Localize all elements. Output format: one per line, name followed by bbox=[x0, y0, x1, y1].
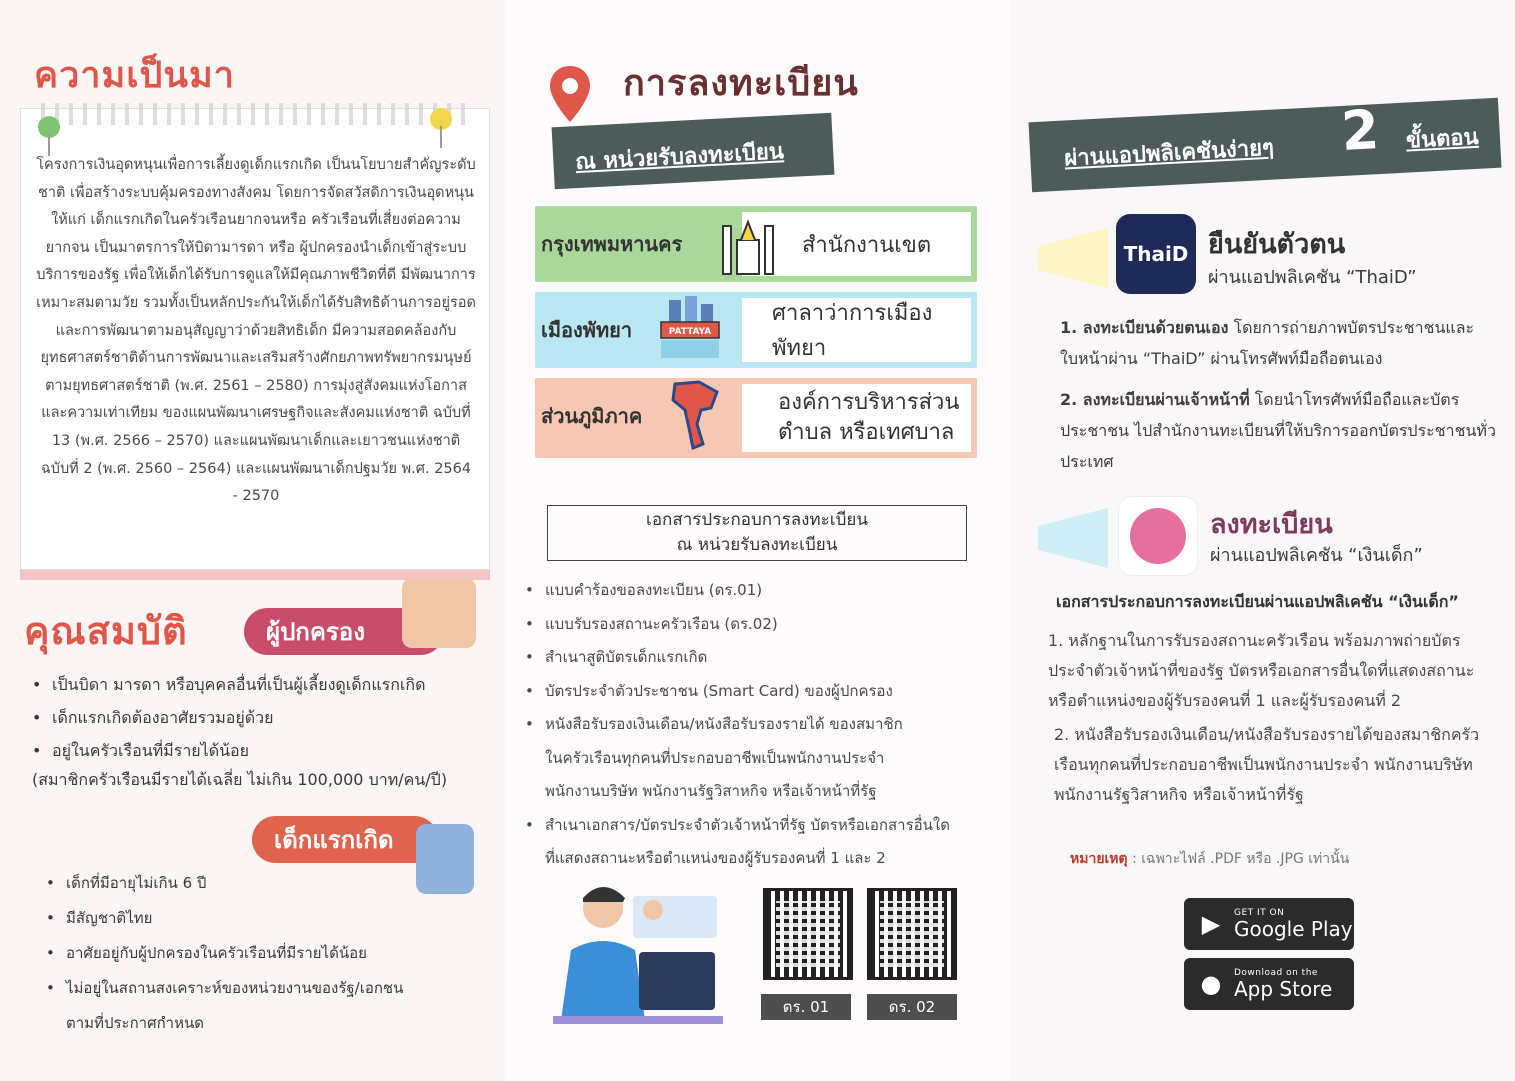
list-item: • บัตรประจำตัวประชาชน (Smart Card) ของผู้ปกครอง bbox=[523, 675, 1003, 709]
registration-title: การลงทะเบียน bbox=[623, 63, 859, 104]
pattaya-sign-icon bbox=[659, 292, 721, 364]
app-store-small-text: Download on the bbox=[1234, 968, 1318, 978]
list-item: • สำเนาเอกสาร/บัตรประจำตัวเจ้าหน้าที่รัฐ บัตรหรือเอกสารอื่นใด bbox=[523, 809, 1003, 843]
parent-label: ผู้ปกครอง bbox=[244, 608, 444, 655]
documents-heading-line-1: เอกสารประกอบการลงทะเบียน bbox=[646, 510, 868, 530]
office-label: ศาลาว่าการเมืองพัทยา bbox=[740, 296, 973, 364]
dr01-qr-label: ดร. 01 bbox=[761, 994, 851, 1020]
verify-identity-title: ยืนยันตัวตน bbox=[1208, 229, 1346, 260]
list-item: • อาศัยอยู่กับผู้ปกครองในครัวเรือนที่มีรายได้น้อย bbox=[44, 936, 484, 971]
parent-requirements-list bbox=[30, 668, 490, 767]
step-2 bbox=[1060, 384, 1500, 477]
app-documents-list bbox=[1048, 626, 1500, 810]
two-steps-ribbon bbox=[1028, 98, 1501, 193]
history-qualifications-panel bbox=[0, 0, 505, 1081]
app-documents-title: เอกสารประกอบการลงทะเบียนผ่านแอปพลิเคชัน “เงินเด็ก” bbox=[1056, 592, 1459, 611]
google-play-icon: ▶ bbox=[1201, 910, 1221, 938]
verify-steps bbox=[1060, 312, 1500, 487]
ribbon-number: 2 bbox=[1339, 98, 1381, 163]
verify-identity-subtitle: ผ่านแอปพลิเคชัน “ThaiD” bbox=[1208, 267, 1417, 288]
thailand-map-icon bbox=[665, 378, 727, 450]
parents-illustration-icon bbox=[402, 578, 476, 648]
ngin-dek-app-icon[interactable] bbox=[1118, 496, 1198, 576]
newborn-label: เด็กแรกเกิด bbox=[252, 816, 438, 863]
democracy-monument-icon bbox=[717, 206, 779, 278]
list-item: • แบบคำร้องขอลงทะเบียน (ดร.01) bbox=[523, 574, 1003, 608]
list-item: • ไม่อยู่ในสถานสงเคราะห์ของหน่วยงานของรัฐ/เอกชน bbox=[44, 971, 484, 1006]
step-1-text: โดยการถ่ายภาพบัตรประชาชนและใบหน้าผ่าน “ThaiD” ผ่านโทรศัพท์มือถือตนเอง bbox=[1060, 318, 1475, 368]
list-item: • แบบรับรองสถานะครัวเรือน (ดร.02) bbox=[523, 608, 1003, 642]
registration-unit-ribbon: ณ หน่วยรับลงทะเบียน bbox=[552, 113, 835, 190]
office-worker-illustration-icon bbox=[553, 880, 723, 1026]
list-item-continuation: พนักงานบริษัท พนักงานรัฐวิสาหกิจ หรือเจ้าหน้าที่รัฐ bbox=[545, 782, 877, 800]
ribbon-text: ผ่านแอปพลิเคชันง่ายๆ bbox=[1063, 135, 1275, 172]
list-item-continuation: ในครัวเรือนทุกคนที่ประกอบอาชีพเป็นพนักงานประจำ bbox=[545, 748, 885, 767]
note-text: : เฉพาะไฟล์ .PDF หรือ .JPG เท่านั้น bbox=[1127, 851, 1350, 867]
notepad-rings bbox=[41, 103, 469, 125]
location-pin-icon bbox=[547, 64, 593, 124]
list-item-continuation: ที่แสดงสถานะหรือตำแหน่งของผู้รับรองคนที่ 1 และ 2 bbox=[545, 849, 886, 867]
documents-heading-line-2: ณ หน่วยรับลงทะเบียน bbox=[676, 535, 838, 555]
registration-panel bbox=[505, 0, 1010, 1081]
list-item: • เด็กที่มีอายุไม่เกิน 6 ปี bbox=[44, 866, 484, 901]
app-store-button[interactable] bbox=[1184, 958, 1354, 1010]
list-item-continuation: ตามที่ประกาศกำหนด bbox=[66, 1014, 204, 1032]
pattaya-registration-row bbox=[535, 292, 977, 368]
app-store-big-text: App Store bbox=[1234, 977, 1333, 1001]
office-label: สำนักงานเขต bbox=[740, 210, 973, 278]
area-label: กรุงเทพมหานคร bbox=[541, 232, 683, 256]
registration-documents-heading bbox=[547, 505, 967, 561]
file-format-note bbox=[1070, 848, 1349, 870]
app-registration-panel bbox=[1010, 0, 1515, 1081]
list-item: • มีสัญชาติไทย bbox=[44, 901, 484, 936]
bangkok-registration-row bbox=[535, 206, 977, 282]
list-item: • เป็นบิดา มารดา หรือบุคคลอื่นที่เป็นผู้เลี้ยงดูเด็กแรกเกิด bbox=[30, 668, 490, 701]
yellow-pushpin-icon bbox=[430, 108, 452, 130]
registration-documents-list bbox=[523, 574, 1003, 876]
step-1-title: 1. ลงทะเบียนด้วยตนเอง bbox=[1060, 318, 1229, 337]
app-document-1: 1. หลักฐานในการรับรองสถานะครัวเรือน พร้อมภาพถ่ายบัตรประจำตัวเจ้าหน้าที่ของรัฐ บัตรหรือเอกสารอื่นใดที่แสดงสถานะ หรือตำแหน่งของผู้รับรองคนที่ 1 และผู้รับรองคนที่ 2 bbox=[1048, 631, 1475, 710]
pattaya-sign-text: PATTAYA bbox=[668, 327, 712, 337]
step-2-text: โดยนำโทรศัพท์มือถือและบัตรประชาชน ไปสำนักงานทะเบียนที่ให้บริการออกบัตรประชาชนทั่วประเทศ bbox=[1060, 390, 1496, 471]
note-label: หมายเหตุ bbox=[1070, 851, 1128, 867]
thaid-app-icon[interactable]: ThaiD bbox=[1116, 214, 1196, 294]
history-title: ความเป็นมา bbox=[34, 55, 235, 96]
newborn-requirements-list bbox=[44, 866, 484, 1041]
mother-child-icon bbox=[1130, 508, 1186, 564]
dr02-qr-label: ดร. 02 bbox=[867, 994, 957, 1020]
dr01-qr-code[interactable] bbox=[763, 888, 853, 980]
app-register-subtitle: ผ่านแอปพลิเคชัน “เงินเด็ก” bbox=[1210, 545, 1423, 566]
area-label: เมืองพัทยา bbox=[541, 318, 633, 342]
qualifications-title: คุณสมบัติ bbox=[24, 609, 188, 653]
list-item: • เด็กแรกเกิดต้องอาศัยรวมอยู่ด้วย bbox=[30, 701, 490, 734]
ribbon-tail: ขั้นตอน bbox=[1405, 124, 1480, 154]
google-play-button[interactable] bbox=[1184, 898, 1354, 950]
list-item: • อยู่ในครัวเรือนที่มีรายได้น้อย bbox=[30, 734, 490, 767]
history-body: โครงการเงินอุดหนุนเพื่อการเลี้ยงดูเด็กแรกเกิด เป็นนโยบายสำคัญระดับชาติ เพื่อสร้างระบบคุ้มครองทางสังคม โดยการจัดสวัสดิการเงินอุดหนุนให้แก่ เด็กแรกเกิดในครัวเรือนยากจนหรือ ครัวเรือนที่เสี่ยงต่อความยากจน เป็นมาตรการให้บิดามารดา หรือ ผู้ปกครองนำเด็กเข้าสู่ระบบบริการของรัฐ เพื่อให้เด็กได้รับการดูแลให้มีคุณภาพชีวิตที่ดี มีพัฒนาการเหมาะสมตามวัย รวมทั้งเป็นหลักประกันให้เด็กได้รับสิทธิด้านการอยู่รอดและการพัฒนาตามอนุสัญญาว่าด้วยสิทธิเด็ก มีความสอดคล้องกับยุทธศาสตร์ชาติด้านการพัฒนาและเสริมสร้างศักยภาพทรัพยากรมนุษย์ตามยุทธศาสตร์ชาติ (พ.ศ. 2561 – 2580) การมุ่งสู่สังคมแห่งโอกาสและความเท่าเทียม ของแผนพัฒนาเศรษฐกิจและสังคมแห่งชาติ ฉบับที่ 13 (พ.ศ. 2566 – 2570) และแผนพัฒนาเด็กและเยาวชนแห่งชาติ ฉบับที่ 2 (พ.ศ. 2560 – 2564) และแผนพัฒนาเด็กปฐมวัย พ.ศ. 2564 - 2570 bbox=[36, 157, 476, 505]
app-register-title: ลงทะเบียน bbox=[1210, 509, 1333, 540]
step-2-title: 2. ลงทะเบียนผ่านเจ้าหน้าที่ bbox=[1060, 390, 1250, 409]
dr02-qr-code[interactable] bbox=[867, 888, 957, 980]
parent-income-note: (สมาชิกครัวเรือนมีรายได้เฉลี่ย ไม่เกิน 100,000 บาท/คน/ปี) bbox=[32, 770, 448, 789]
area-label: ส่วนภูมิภาค bbox=[541, 404, 643, 428]
app-document-2: 2. หนังสือรับรองเงินเดือน/หนังสือรับรองรายได้ของสมาชิกครัวเรือนทุกคนที่ประกอบอาชีพเป็นพนักงานประจำ พนักงานบริษัท พนักงานรัฐวิสาหกิจ หรือเจ้าหน้าที่รัฐ bbox=[1054, 725, 1480, 804]
spotlight-decoration bbox=[1038, 228, 1108, 288]
apple-icon: ● bbox=[1200, 970, 1222, 998]
green-pushpin-icon bbox=[38, 116, 60, 138]
step-1 bbox=[1060, 312, 1500, 374]
list-item: • หนังสือรับรองเงินเดือน/หนังสือรับรองรายได้ ของสมาชิก bbox=[523, 708, 1003, 742]
regional-registration-row bbox=[535, 378, 977, 458]
google-play-small-text: GET IT ON bbox=[1234, 908, 1285, 918]
google-play-big-text: Google Play bbox=[1234, 917, 1353, 941]
office-label: องค์การบริหารส่วนตำบล หรือเทศบาล bbox=[740, 382, 973, 454]
spotlight-decoration bbox=[1038, 508, 1108, 568]
list-item: • สำเนาสูติบัตรเด็กแรกเกิด bbox=[523, 641, 1003, 675]
